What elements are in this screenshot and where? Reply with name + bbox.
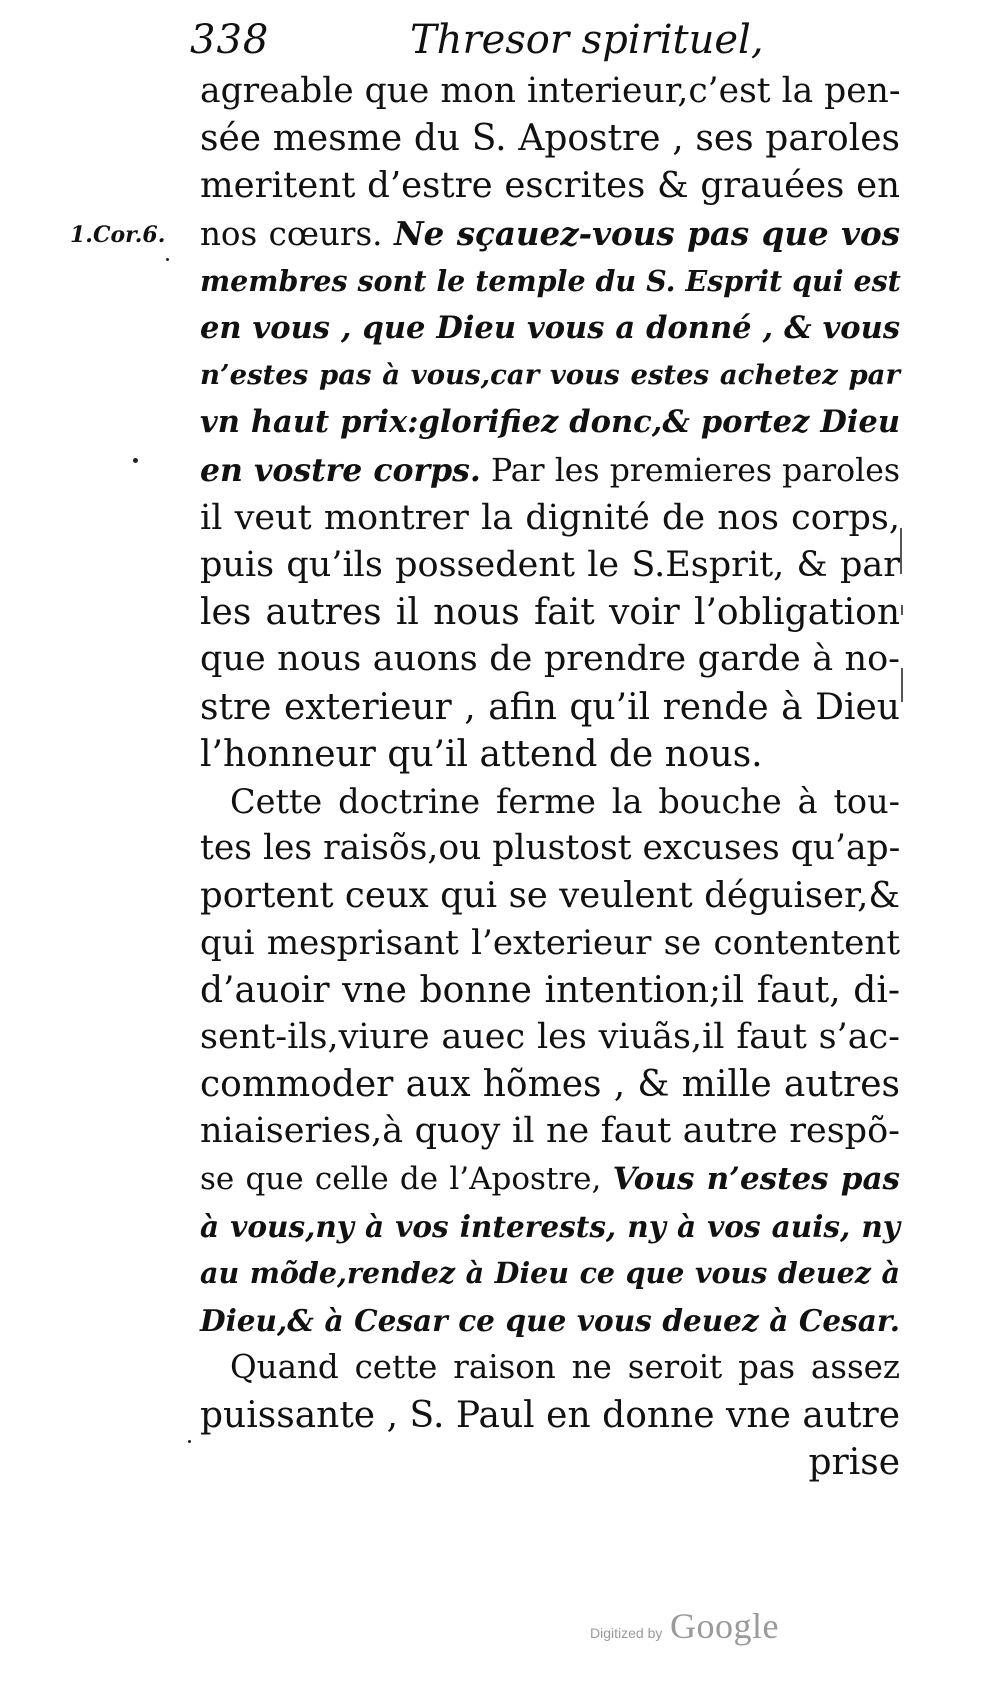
text-line: agreable que mon interieur,c’est la pen- [200,71,901,111]
text-line: que nous auons de prendre garde à no- [200,639,900,680]
scan-edge-mark [901,668,903,702]
margin-reference: 1.Cor.6. [70,222,166,248]
scan-speck [188,1440,191,1443]
page-number: 338 [190,17,270,63]
text-line: d’auoir vne bonne intention;il faut, di- [200,969,900,1011]
text-line: membres sont le temple du S. Esprit qui est [200,263,901,298]
text-line: Quand cette raison ne seroit pas assez [230,1348,900,1387]
watermark-prefix: Digitized by [590,1625,663,1641]
text-line: n’estes pas à vous,car vous estes achetez par [200,359,900,392]
text-line: qui mesprisant l’exterieur se contentent [200,922,900,963]
text-line: Cette doctrine ferme la bouche à tou- [230,782,900,822]
catchword: prise [808,1441,900,1483]
text-line: au mõde,rendez à Dieu ce que vous deuez à [200,1256,900,1291]
text-line: meritent d’estre escrites & grauées en [200,165,900,207]
italic-quotation: Vous n’estes pas [612,1160,900,1197]
watermark-logo: Google [670,1606,779,1646]
scan-edge-mark [900,528,902,574]
running-head [190,10,910,70]
running-title: Thresor spirituel, [410,17,764,63]
text-line: il veut montrer la dignité de nos corps, [200,497,900,538]
text-line: puis qu’ils possedent le S.Esprit, & par [200,545,900,586]
text-line: sent-ils,viure auec les viuãs,il faut s’ac- [200,1017,900,1058]
text-line: l’honneur qu’il attend de nous. [200,733,763,775]
text-line [200,210,900,258]
italic-quotation: en vostre corps. [200,451,481,489]
digitization-watermark [590,1605,830,1649]
roman-text: se que celle de l’Apostre, [200,1160,613,1197]
text-line: stre exterieur , afin qu’il rende à Dieu [200,686,900,728]
text-line: vn haut prix:glorifiez donc,& portez Dieu [200,404,900,441]
scan-speck [166,258,169,261]
roman-text: Par les premieres paroles [480,452,900,489]
text-line [200,1156,900,1203]
scan-speck [133,458,138,463]
roman-text: nos cœurs. [200,214,394,253]
text-line: puissante , S. Paul en donne vne autre [200,1394,900,1436]
scan-edge-mark [901,605,903,615]
text-line: les autres il nous fait voir l’obligation [200,592,900,634]
text-line [200,447,900,495]
text-line: niaiseries,à quoy il ne faut autre respõ- [200,1111,900,1152]
text-line: commoder aux hõmes , & mille autres [200,1064,900,1106]
body-text [200,68,900,1486]
text-line: portent ceux qui se veulent déguiser,& [200,875,900,917]
text-line: à vous,ny à vos interests, ny à vos auis, ny [200,1208,900,1244]
text-line: en vous , que Dieu vous a donné , & vous [200,310,900,347]
text-line: tes les raisõs,ou plustost excuses qu’ap- [200,828,901,869]
text-line: Dieu,& à Cesar ce que vous deuez à Cesar. [200,1303,900,1339]
italic-quotation: Ne sçauez-vous pas que vos [393,213,900,253]
text-line: sée mesme du S. Apostre , ses paroles [200,118,900,160]
